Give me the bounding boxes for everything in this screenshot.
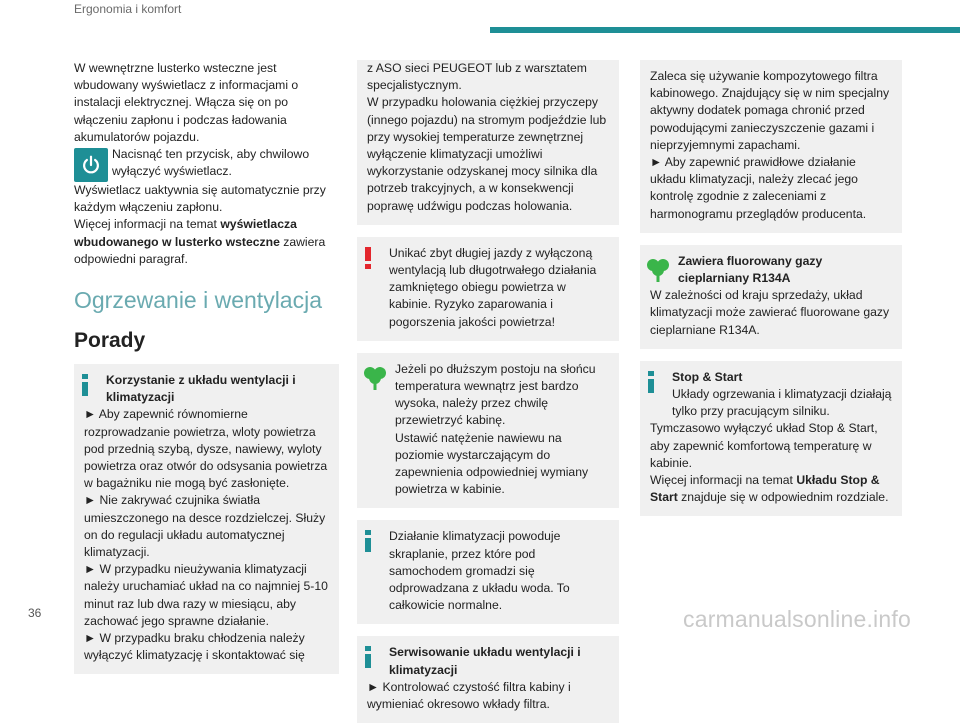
warning-icon: [365, 247, 371, 269]
warning-text: Unikać zbyt długiej jazdy z wyłączoną wentylacją lub długotrwałego działania zamkniętego obiegu powietrza w kabinie. Ryzyko zaparowania i pogorszenia jakości powietrza!: [389, 245, 597, 329]
mirror-display-intro: W wewnętrzne lusterko wsteczne jest wbudowany wyświetlacz z informacjami o instalacji elektrycznej. Włącza się on po włączeniu zapłonu i podczas ładowania akumulatorów pojazdu.: [74, 61, 299, 144]
info-icon: [82, 374, 88, 396]
auto-activate-text: Wyświetlacz uaktywnia się automatycznie przy każdym włączeniu zapłonu.: [74, 183, 326, 215]
power-icon: [74, 148, 108, 182]
service-box: [357, 636, 619, 723]
column-1: [74, 60, 339, 674]
header-accent-bar: [490, 27, 960, 33]
service-text: ► Kontrolować czystość filtra kabiny i wymieniać okresowo wkłady filtra.: [367, 679, 571, 712]
service-title: Serwisowanie układu wentylacji i klimatyzacji: [389, 645, 581, 677]
power-instruction-row: [74, 146, 339, 182]
condensation-text: Działanie klimatyzacji powoduje skraplanie, przez które pod samochodem gromadzi się odprowadzana z układu woda. To całkowicie normalne.: [389, 529, 570, 613]
eco-leaf-icon: [646, 257, 670, 288]
more-info-text: Więcej informacji na temat wyświetlacza wbudowanego w lusterko wsteczne zawiera odpowiedni paragraf.: [74, 217, 326, 266]
column-2: [357, 60, 619, 723]
stop-start-more: Więcej informacji na temat Układu Stop & Start znajduje się w odpowiednim rozdziale.: [650, 473, 889, 505]
eco-box: [357, 353, 619, 509]
filter-box: [640, 60, 902, 233]
info-icon: [648, 371, 654, 393]
gas-text: W zależności od kraju sprzedaży, układ klimatyzacji może zawierać fluorowane gazy cieplarniane R134A.: [650, 288, 890, 337]
box-text: ► Aby zapewnić równomierne rozprowadzanie powietrza, wloty powietrza pod przednią szybą, dysze, nawiewy, wyloty powietrza oraz otwór do odsysania powietrza w bagażniku nie mogą być zasłonięte. ► Nie zakrywać czujnika światła umieszczonego na desce rozdzielczej. Służy on do regulacji układu automatycznej klimatyzacji. ► W przypadku nieużywania klimatyzacji należy uruchamiać układ na co najmniej 5-10 minut raz lub dwa razy w miesiącu, aby zachować jego sprawne działanie. ► W przypadku braku chłodzenia należy wyłączyć klimatyzację i skontaktować się: [84, 407, 328, 663]
stop-start-lead: Układy ogrzewania i klimatyzacji działają tylko przy pracującym silniku.: [672, 387, 892, 419]
gas-title: Zawiera fluorowany gazy cieplarniany R134A: [678, 253, 823, 286]
eco-text: Jeżeli po dłuższym postoju na słońcu temperatura wewnątrz jest bardzo wysoka, należy przez chwilę przewietrzyć kabinę. Ustawić natężenie nawiewu na poziomie wystarczającym do zapewnienia odpowiedniej wymiany powietrza w kabinie.: [395, 361, 596, 497]
press-button-text: Nacisnąć ten przycisk, aby chwilowo wyłączyć wyświetlacz.: [112, 147, 310, 179]
box-title: Korzystanie z układu wentylacji i klimatyzacji: [106, 373, 296, 405]
info-icon: [365, 530, 371, 552]
page-number: 36: [28, 606, 42, 620]
condensation-info-box: [357, 520, 619, 624]
subsection-title: Porady: [74, 329, 146, 353]
column-3: [640, 60, 902, 516]
section-title: Ogrzewanie i wentylacja: [74, 287, 323, 314]
ventilation-usage-box: [74, 364, 339, 674]
warning-box: [357, 237, 619, 341]
continued-box: [357, 60, 619, 225]
info-icon: [365, 646, 371, 668]
header-section-title: Ergonomia i komfort: [74, 2, 182, 16]
stop-start-title: Stop & Start: [672, 369, 743, 384]
stop-start-text: Tymczasowo wyłączyć układ Stop & Start, aby zapewnić komfortową temperaturę w kabinie.: [650, 421, 878, 470]
gas-box: [640, 245, 902, 349]
eco-leaf-icon: [363, 365, 387, 396]
continued-text: z ASO sieci PEUGEOT lub z warsztatem specjalistycznym. W przypadku holowania ciężkiej przyczepy (innego pojazdu) na stromym podjeździe lub przy wysokiej temperaturze zewnętrznej wyłączenie klimatyzacji umożliwi wykorzystanie odzyskanej mocy silnika dla potrzeb trakcyjnych, a w konsekwencji poprawę udźwigu podczas holowania.: [367, 61, 607, 213]
filter-text: Zaleca się używanie kompozytowego filtra kabinowego. Znajdujący się w nim specjalny aktywny dodatek pomaga chronić przed powodującymi zanieczyszczenie gazami i nieprzyjemnymi zapachami. ► Aby zapewnić prawidłowe działanie układu klimatyzacji, należy zlecać jego kontrolę zgodnie z zaleceniami z harmonogramu przeglądów producenta.: [650, 69, 890, 221]
stop-start-box: [640, 361, 902, 517]
watermark: carmanualsonline.info: [683, 606, 911, 632]
